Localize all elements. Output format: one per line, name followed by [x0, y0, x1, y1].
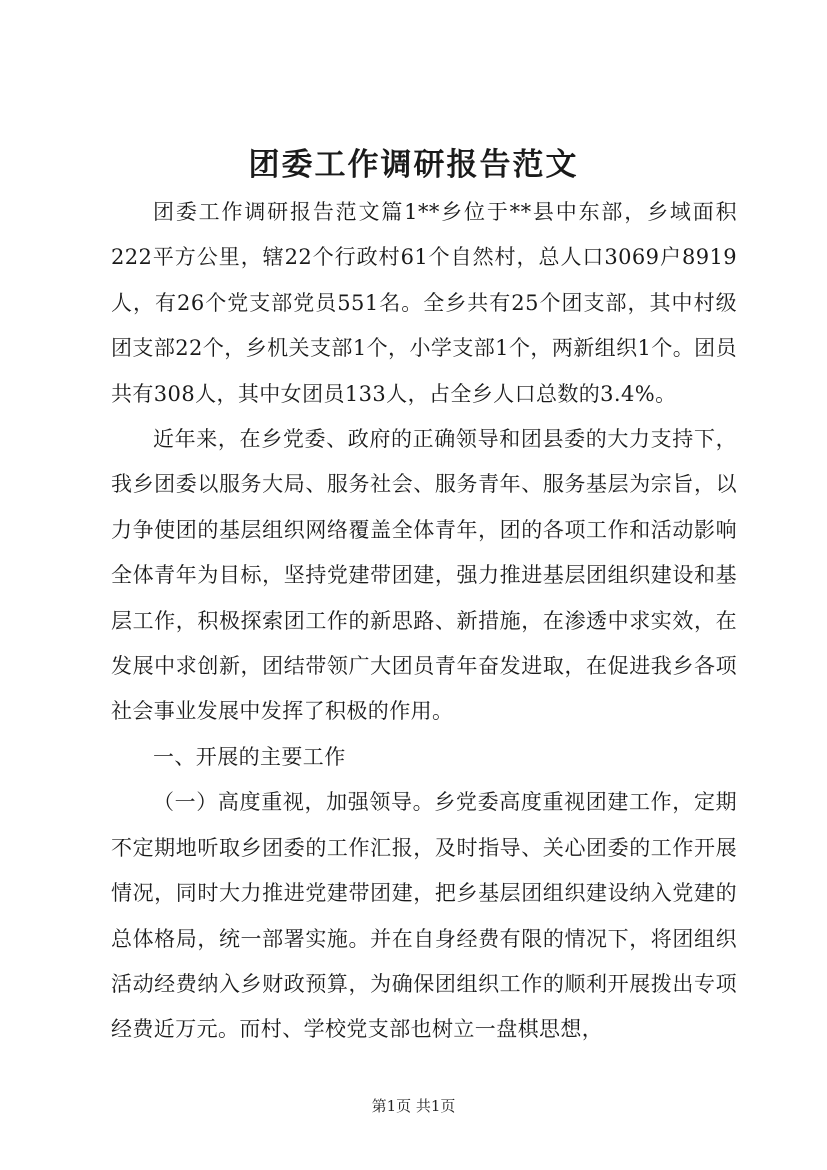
section-heading: 一、开展的主要工作 [153, 744, 346, 769]
paragraph-overview: 近年来，在乡党委、政府的正确领导和团县委的大力支持下，我乡团委以服务大局、服务社会、服务青年、服务基层为宗旨，以力争使团的基层组织网络覆盖全体青年，团的各项工作和活动影响全体青年为目标，坚持党建带团建，强力推进基层团组织建设和基层工作，积极探索团工作的新思路、新措施，在渗透中求实效，在发展中求创新，团结带领广大团员青年奋发进取，在促进我乡各项社会事业发展中发挥了积极的作用。 [111, 427, 737, 724]
document-title: 团委工作调研报告范文 [248, 147, 579, 183]
document-body [111, 190, 737, 1053]
paragraph-intro: 团委工作调研报告范文篇1**乡位于**县中东部，乡域面积222平方公里，辖22个行政村61个自然村，总人口3069户8919人，有26个党支部党员551名。全乡共有25个团支部，其中村级团支部22个，乡机关支部1个，小学支部1个，两新组织1个。团员共有308人，其中女团员133人，占全乡人口总数的3.4%。 [111, 200, 737, 406]
page-footer: 第1页 共1页 [371, 1097, 456, 1115]
paragraph-section-1: （一）高度重视，加强领导。乡党委高度重视团建工作，定期不定期地听取乡团委的工作汇报，及时指导、关心团委的工作开展情况，同时大力推进党建带团建，把乡基层团组织建设纳入党建的总体格局，统一部署实施。并在自身经费有限的情况下，将团组织活动经费纳入乡财政预算，为确保团组织工作的顺利开展拨出专项经费近万元。而村、学校党支部也树立一盘棋思想， [111, 790, 737, 1042]
